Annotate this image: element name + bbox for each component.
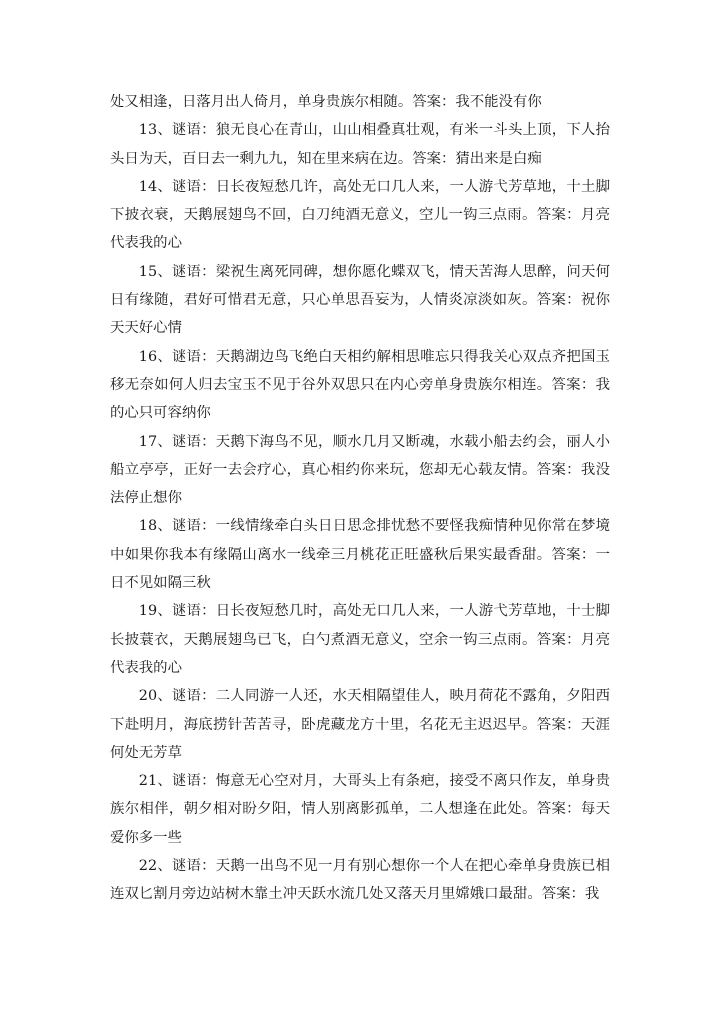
riddle-paragraph: 21、谜语：悔意无心空对月，大哥头上有条疤，接受不离只作友，单身贵族尔相伴，朝夕相对盼夕阳，情人别离影孤单，二人想逢在此处。答案：每天爱你多一些 xyxy=(110,773,610,846)
riddle-paragraph: 16、谜语：天鹅湖边鸟飞绝白天相约解相思唯忘只得我关心双点齐把国玉移无奈如何人归去宝玉不见于谷外双思只在内心旁单身贵族尔相连。答案：我的心只可容纳你 xyxy=(110,348,610,422)
riddle-paragraph: 18、谜语：一线情缘牵白头日日思念排忧愁不要怪我痴情种见你常在梦境中如果你我本有缘隔山离水一线牵三月桃花正旺盛秋后果实最香甜。答案：一日不见如隔三秋 xyxy=(110,518,610,592)
lead-paragraph: 处又相逢，日落月出人倚月，单身贵族尔相随。答案：我不能没有你 xyxy=(110,94,542,110)
riddle-paragraph: 13、谜语：狼无良心在青山，山山相叠真壮观，有米一斗头上顶，下人抬头日为天，百日去一剩九九，知在里来病在边。答案：猜出来是白痴 xyxy=(110,122,610,167)
riddle-paragraph: 19、谜语：日长夜短愁几时，高处无口几人来，一人游弋芳草地，十士脚长披蓑衣，天鹅展翅鸟已飞，白勺煮酒无意义，空余一钩三点雨。答案：月亮代表我的心 xyxy=(110,603,610,676)
riddle-paragraph: 15、谜语：梁祝生离死同碑，想你愿化蝶双飞，情天苦海人思醉，问天何日有缘随，君好可惜君无意，只心单思吾妄为，人情炎凉淡如灰。答案：祝你天天好心情 xyxy=(110,263,610,337)
riddle-paragraph: 20、谜语：二人同游一人还，水天相隔望佳人，映月荷花不露角，夕阳西下赴明月，海底捞针苦苦寻，卧虎藏龙方十里，名花无主迟迟早。答案：天涯何处无芳草 xyxy=(110,688,610,761)
riddle-paragraph: 14、谜语：日长夜短愁几许，高处无口几人来，一人游弋芳草地，十土脚下披衣衰，天鹅展翅鸟不回，白刀纯酒无意义，空儿一钩三点雨。答案：月亮代表我的心 xyxy=(110,178,610,252)
riddle-paragraph: 22、谜语：天鹅一出鸟不见一月有别心想你一个人在把心牵单身贵族已相连双匕割月旁边站树木靠土冲天跃水流几处又落天月里嫦娥口最甜。答案：我 xyxy=(110,858,610,903)
riddle-paragraph: 17、谜语：天鹅下海鸟不见，顺水几月又断魂，水载小船去约会，丽人小船立亭亭，正好一去会疗心，真心相约你来玩，您却无心载友情。答案：我没法停止想你 xyxy=(110,433,610,507)
